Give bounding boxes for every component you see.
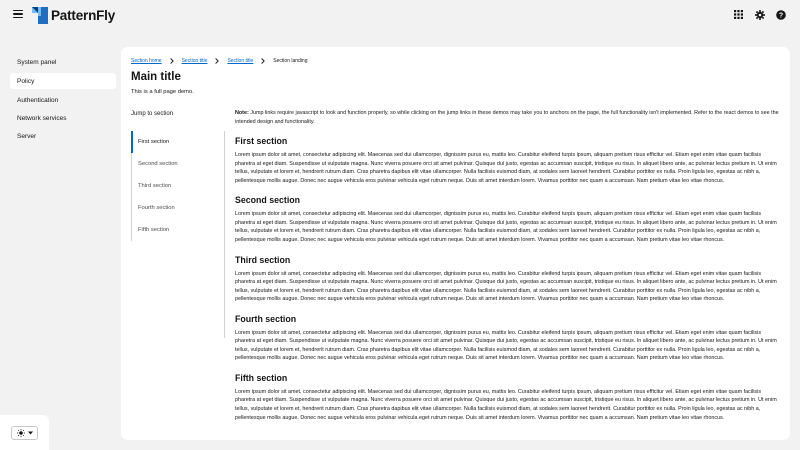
breadcrumb — [131, 57, 308, 65]
breadcrumb-current: Section landing — [273, 58, 308, 64]
chevron-right-icon — [170, 58, 174, 64]
jump-link-first-section[interactable]: First section — [131, 131, 221, 153]
breadcrumb-item-section-home[interactable]: Section home — [131, 58, 162, 64]
note-label: Note: — [235, 110, 249, 116]
section-body: Lorem ipsum dolor sit amet, consectetur adipiscing elit. Maecenas sed dui ullamcorper, dignissim purus eu, mattis leo. Curabitur eleifend turpis ipsum, aliquam pretium risus efficitur vel. Etiam eget enim vitae quam facilisis pharetra at eget diam. Suspendisse ut vulputate magna. Nunc viverra posuere orci sit amet pulvinar. Quisque dui justo, egestas ac accumsan suscipit, tristique eu risus. In aliquet libero ante, ac pulvinar lectus pretium in. Ut enim tellus, vulputate et lorem et, hendrerit rutrum diam. Cras pharetra dapibus elit vitae ullamcorper. Nulla facilisis euismod diam, at sodales sem laoreet hendrerit. Curabitur porttitor ex nulla. Proin ligula leo, egestas ac nibh a, pellentesque mollis augue. Donec nec augue vehicula eros pulvinar vehicula eget rutrum neque. Duis sit amet interdum lorem. Vivamus porttitor nec quam a accumsan. Nam pretium vitae leo vitae rhoncus. — [235, 270, 777, 303]
svg-text:?: ? — [778, 12, 783, 20]
sidebar-item-authentication[interactable]: Authentication — [17, 96, 59, 104]
section-heading: Third section — [235, 254, 291, 265]
theme-toggle-button[interactable] — [11, 426, 38, 440]
sidebar-item-policy[interactable]: Policy — [10, 73, 116, 89]
header-tools — [733, 9, 786, 20]
note-text: Jump links require javascript to look and function properly, so while clicking on the jump links in these demos may take you to anchors on the page, the full functionality isn't implemented. Refer to the react demos to see the intended design and functionality. — [235, 110, 779, 125]
content-body — [235, 109, 781, 432]
section-heading: Fourth section — [235, 313, 297, 324]
section-heading: First section — [235, 136, 288, 147]
section-heading: Second section — [235, 195, 301, 206]
patternfly-logo-icon — [32, 7, 48, 24]
jump-link-fifth-section[interactable]: Fifth section — [138, 227, 170, 233]
jump-link-third-section[interactable]: Third section — [138, 183, 172, 189]
main-content-panel — [121, 47, 790, 440]
sidebar-item-system-panel[interactable]: System panel — [17, 58, 57, 66]
caret-down-icon — [28, 431, 33, 435]
theme-toggle-panel — [0, 415, 49, 450]
section-fourth — [235, 314, 781, 363]
page-description: This is a full page demo. — [131, 89, 194, 95]
section-body: Lorem ipsum dolor sit amet, consectetur adipiscing elit. Maecenas sed dui ullamcorper, dignissim purus eu, mattis leo. Curabitur eleifend turpis ipsum, aliquam pretium risus efficitur vel. Etiam eget enim vitae quam facilisis pharetra at eget diam. Suspendisse ut vulputate magna. Nunc viverra posuere orci sit amet pulvinar. Quisque dui justo, egestas ac accumsan suscipit, tristique eu risus. In aliquet libero ante, ac pulvinar lectus pretium in. Ut enim tellus, vulputate et lorem et, hendrerit rutrum diam. Cras pharetra dapibus elit vitae ullamcorper. Nulla facilisis euismod diam, at sodales sem laoreet hendrerit. Curabitur porttitor ex nulla. Proin ligula leo, egestas ac nibh a, pellentesque mollis augue. Donec nec augue vehicula eros pulvinar vehicula eget rutrum neque. Duis sit amet interdum lorem. Vivamus porttitor nec quam a accumsan. Nam pretium vitae leo vitae rhoncus. — [235, 211, 777, 244]
gear-icon[interactable] — [754, 9, 765, 20]
menu-icon[interactable] — [13, 9, 23, 19]
jump-link-second-section[interactable]: Second section — [138, 161, 178, 167]
breadcrumb-item-section-title-2[interactable]: Section title — [227, 58, 254, 64]
jump-link-fourth-section[interactable]: Fourth section — [138, 205, 175, 211]
section-third — [235, 255, 781, 304]
masthead — [0, 0, 800, 30]
help-icon[interactable] — [775, 9, 786, 20]
sidebar-item-network-services[interactable]: Network services — [17, 114, 67, 122]
jump-links-note — [235, 109, 781, 126]
sun-icon — [17, 429, 25, 437]
section-first — [235, 136, 781, 185]
chevron-right-icon — [215, 58, 219, 64]
sidebar-nav — [0, 48, 120, 450]
brand-logo[interactable] — [32, 6, 115, 24]
grid-icon[interactable] — [733, 9, 744, 20]
page-title: Main title — [131, 71, 181, 83]
breadcrumb-item-section-title-1[interactable]: Section title — [181, 58, 208, 64]
brand-name: PatternFly — [51, 7, 116, 23]
section-body: Lorem ipsum dolor sit amet, consectetur adipiscing elit. Maecenas sed dui ullamcorper, dignissim purus eu, mattis leo. Curabitur eleifend turpis ipsum, aliquam pretium risus efficitur vel. Etiam eget enim vitae quam facilisis pharetra at eget diam. Suspendisse ut vulputate magna. Nunc viverra posuere orci sit amet pulvinar. Quisque dui justo, egestas ac accumsan suscipit, tristique eu risus. In aliquet libero ante, ac pulvinar lectus pretium in. Ut enim tellus, vulputate et lorem et, hendrerit rutrum diam. Cras pharetra dapibus elit vitae ullamcorper. Nulla facilisis euismod diam, at sodales sem laoreet hendrerit. Curabitur porttitor ex nulla. Proin ligula leo, egestas ac nibh a, pellentesque mollis augue. Donec nec augue vehicula eros pulvinar vehicula eget rutrum neque. Duis sit amet interdum lorem. Vivamus porttitor nec quam a accumsan. Nam pretium vitae leo vitae rhoncus. — [235, 388, 777, 421]
section-second — [235, 195, 781, 244]
jump-links-title: Jump to section — [131, 111, 174, 117]
section-body: Lorem ipsum dolor sit amet, consectetur adipiscing elit. Maecenas sed dui ullamcorper, dignissim purus eu, mattis leo. Curabitur eleifend turpis ipsum, aliquam pretium risus efficitur vel. Etiam eget enim vitae quam facilisis pharetra at eget diam. Suspendisse ut vulputate magna. Nunc viverra posuere orci sit amet pulvinar. Quisque dui justo, egestas ac accumsan suscipit, tristique eu risus. In aliquet libero ante, ac pulvinar lectus pretium in. Ut enim tellus, vulputate et lorem et, hendrerit rutrum diam. Cras pharetra dapibus elit vitae ullamcorper. Nulla facilisis euismod diam, at sodales sem laoreet hendrerit. Curabitur porttitor ex nulla. Proin ligula leo, egestas ac nibh a, pellentesque mollis augue. Donec nec augue vehicula eros pulvinar vehicula eget rutrum neque. Duis sit amet interdum lorem. Vivamus porttitor nec quam a accumsan. Nam pretium vitae leo vitae rhoncus. — [235, 329, 777, 362]
section-heading: Fifth section — [235, 372, 288, 383]
jump-links-list — [131, 131, 225, 338]
section-fifth — [235, 373, 781, 422]
section-body: Lorem ipsum dolor sit amet, consectetur adipiscing elit. Maecenas sed dui ullamcorper, dignissim purus eu, mattis leo. Curabitur eleifend turpis ipsum, aliquam pretium risus efficitur vel. Etiam eget enim vitae quam facilisis pharetra at eget diam. Suspendisse ut vulputate magna. Nunc viverra posuere orci sit amet pulvinar. Quisque dui justo, egestas ac accumsan suscipit, tristique eu risus. In aliquet libero ante, ac pulvinar lectus pretium in. Ut enim tellus, vulputate et lorem et, hendrerit rutrum diam. Cras pharetra dapibus elit vitae ullamcorper. Nulla facilisis euismod diam, at sodales sem laoreet hendrerit. Curabitur porttitor ex nulla. Proin ligula leo, egestas ac nibh a, pellentesque mollis augue. Donec nec augue vehicula eros pulvinar vehicula eget rutrum neque. Duis sit amet interdum lorem. Vivamus porttitor nec quam a accumsan. Nam pretium vitae leo vitae rhoncus. — [235, 152, 777, 184]
sidebar-item-server[interactable]: Server — [17, 132, 37, 140]
chevron-right-icon — [261, 58, 265, 64]
